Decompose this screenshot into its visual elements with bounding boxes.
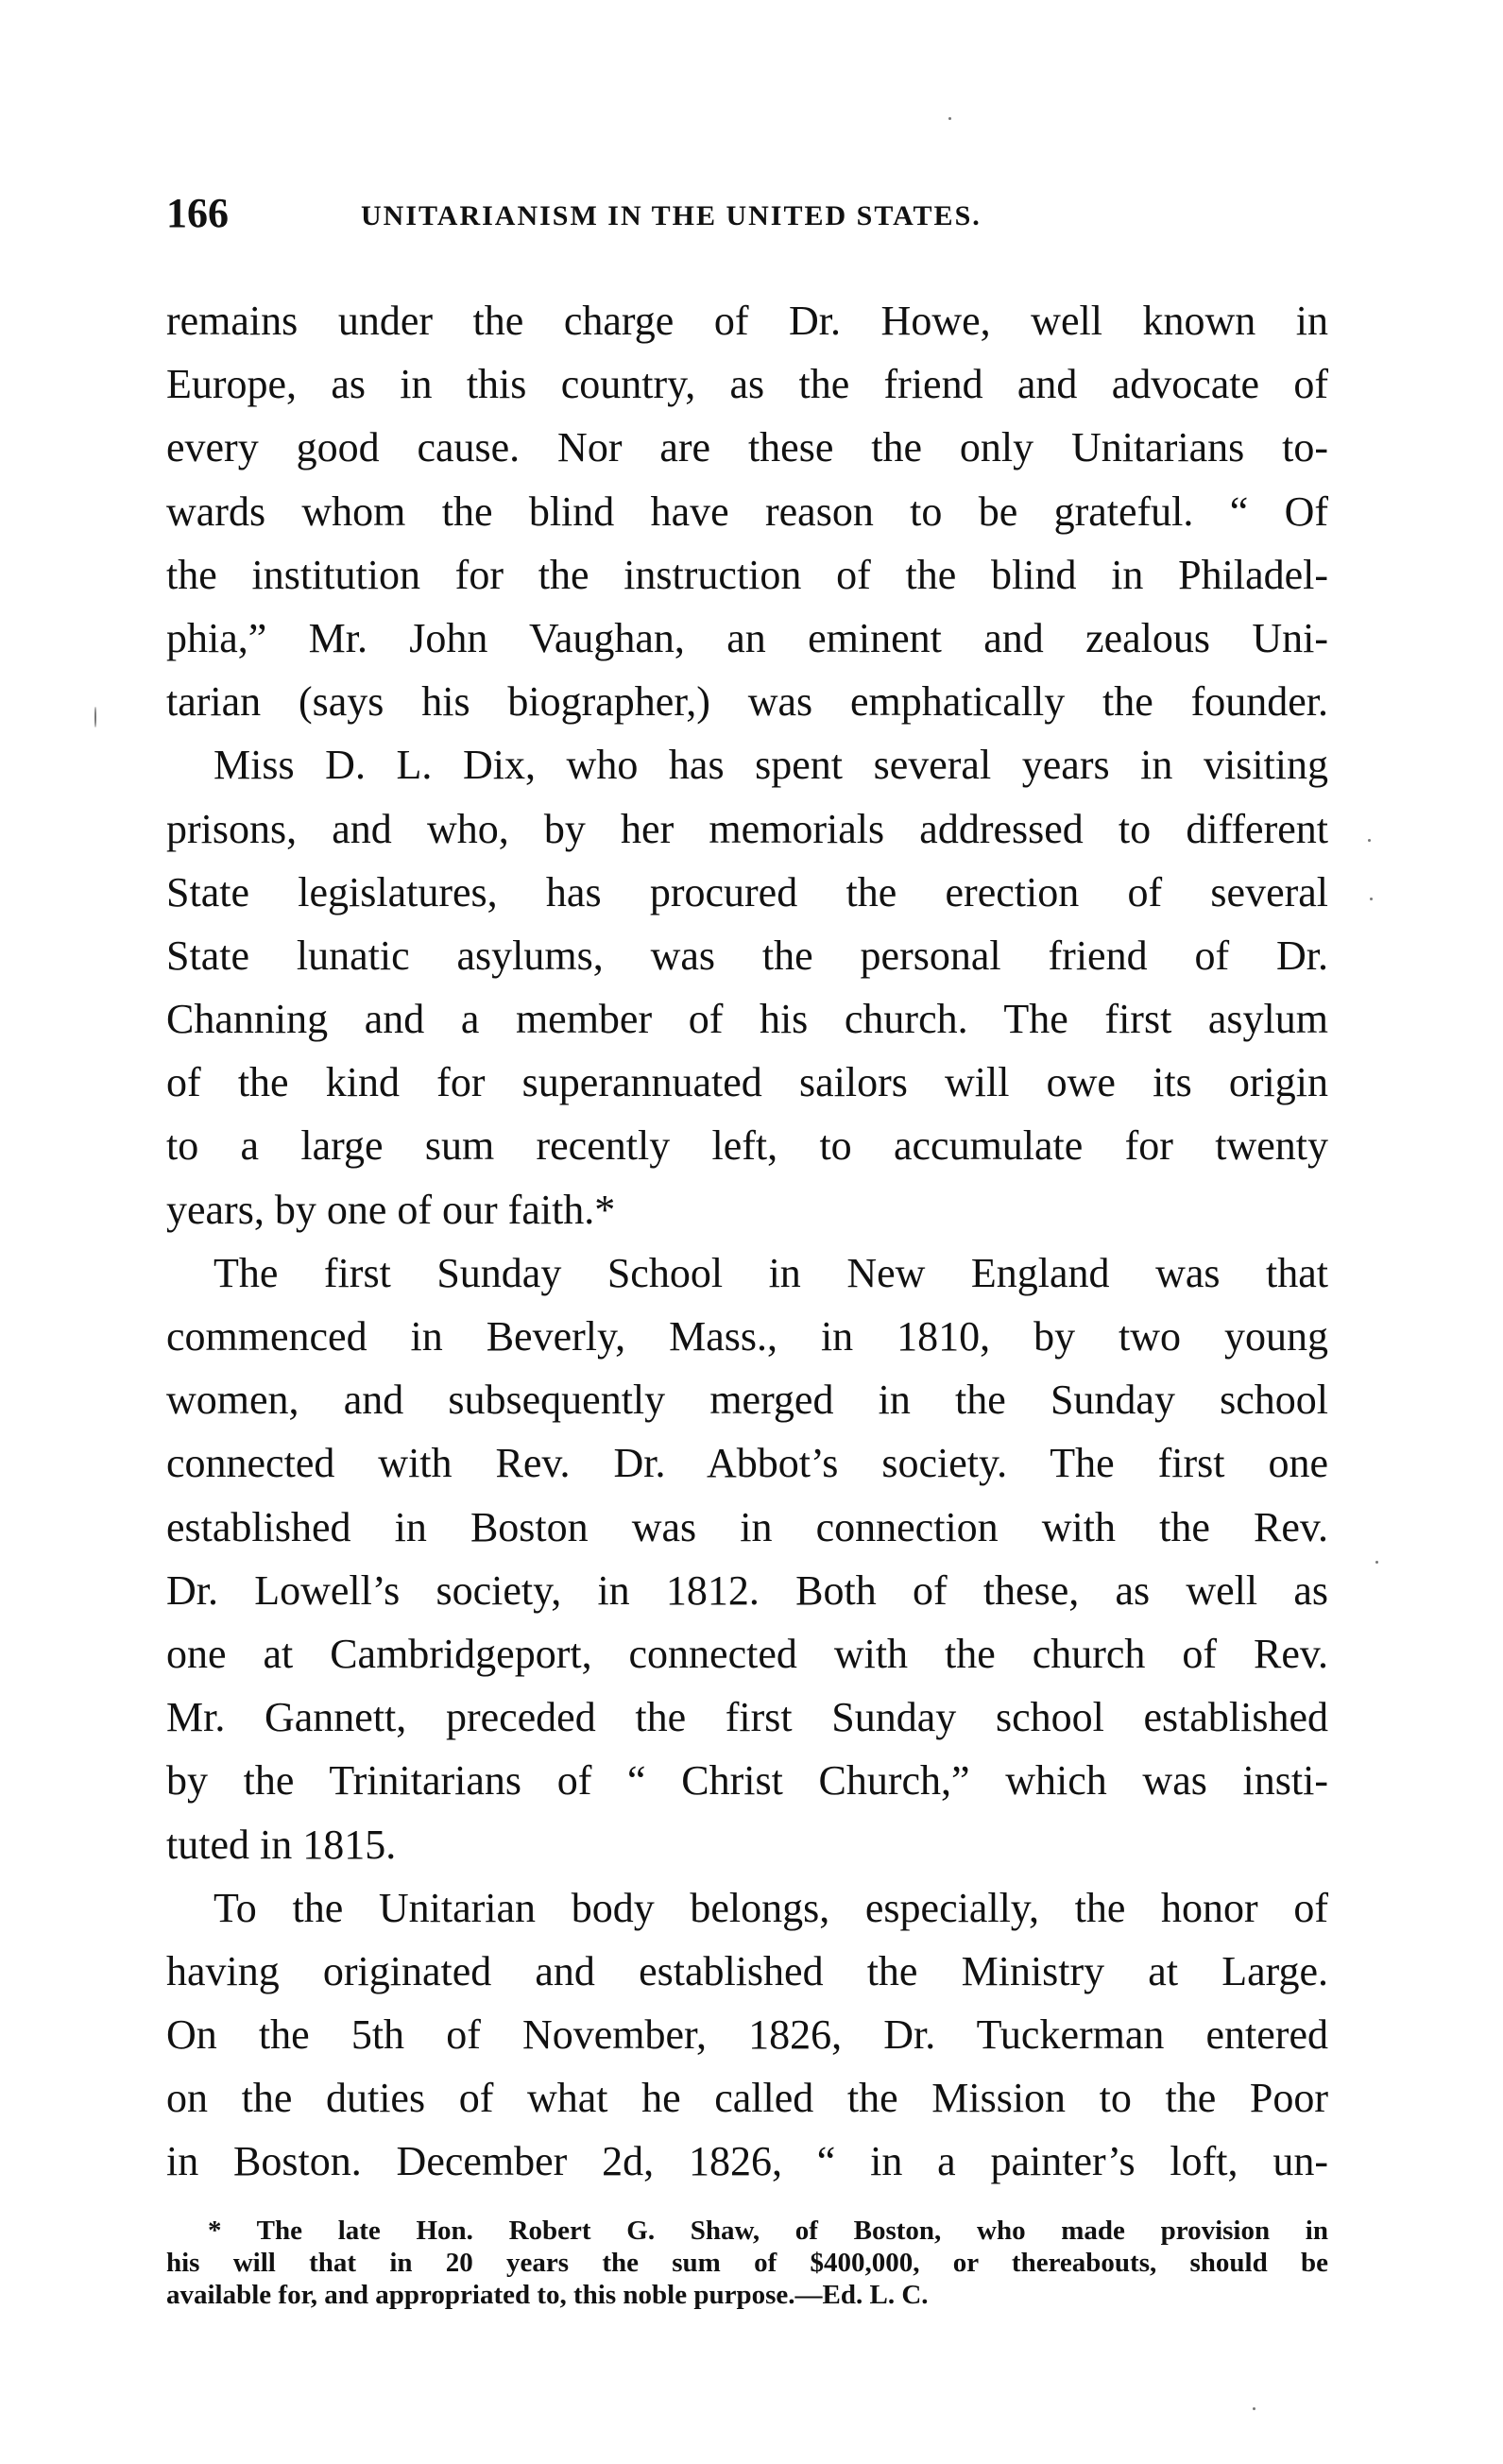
scan-speck	[948, 117, 951, 120]
running-head	[166, 185, 1328, 242]
scan-speck	[1375, 1561, 1378, 1564]
paragraph-3	[166, 1241, 1328, 1876]
page-number: 166	[166, 190, 229, 236]
text-line: phia,” Mr. John Vaughan, an eminent and zealous Uni-	[166, 614, 1328, 661]
text-line: one at Cambridgeport, connected with the church of Rev.	[166, 1630, 1328, 1677]
text-line: Dr. Lowell’s society, in 1812. Both of these, as well as	[166, 1566, 1328, 1614]
text-line: tuted in 1815.	[166, 1821, 397, 1868]
paragraph-2	[166, 733, 1328, 1241]
paragraph-4	[166, 1876, 1328, 2194]
text-line: Mr. Gannett, preceded the first Sunday school established	[166, 1694, 1328, 1741]
scan-speck	[1253, 2407, 1255, 2410]
running-title: UNITARIANISM IN THE UNITED STATES.	[361, 200, 982, 231]
footnote-line: his will that in 20 years the sum of $400,000, or thereabouts, should be	[166, 2248, 1328, 2278]
text-line: State legislatures, has procured the erection of several	[166, 868, 1328, 915]
text-line: having originated and established the Ministry at Large.	[166, 1947, 1328, 1994]
text-line: State lunatic asylums, was the personal friend of Dr.	[166, 932, 1328, 979]
text-line: commenced in Beverly, Mass., in 1810, by two young	[166, 1313, 1328, 1360]
paragraph-1	[166, 289, 1328, 733]
body-text	[166, 289, 1328, 2194]
scan-speck	[1370, 898, 1373, 900]
text-line: in Boston. December 2d, 1826, “ in a painter’s loft, un-	[166, 2138, 1328, 2185]
text-line: of the kind for superannuated sailors will owe its origin	[166, 1059, 1328, 1106]
text-line: On the 5th of November, 1826, Dr. Tuckerman entered	[166, 2011, 1328, 2059]
text-line: connected with Rev. Dr. Abbot’s society. The first one	[166, 1440, 1328, 1487]
text-line: Channing and a member of his church. The first asylum	[166, 996, 1328, 1043]
scan-speck	[1368, 839, 1371, 842]
text-line: prisons, and who, by her memorials addressed to different	[166, 805, 1328, 852]
text-line: wards whom the blind have reason to be grateful. “ Of	[166, 488, 1328, 535]
text-line: by the Trinitarians of “ Christ Church,” which was insti-	[166, 1757, 1328, 1805]
text-line: established in Boston was in connection with the Rev.	[166, 1503, 1328, 1550]
text-line: years, by one of our faith.*	[166, 1186, 616, 1233]
text-line: every good cause. Nor are these the only Unitarians to-	[166, 424, 1328, 471]
text-line: to a large sum recently left, to accumulate for twenty	[166, 1122, 1328, 1170]
footnote-line: available for, and appropriated to, this noble purpose.—Ed. L. C.	[166, 2280, 929, 2310]
text-line: To the Unitarian body belongs, especially, the honor of	[213, 1884, 1328, 1931]
text-line: tarian (says his biographer,) was emphatically the founder.	[166, 678, 1328, 726]
text-line: The first Sunday School in New England was that	[213, 1249, 1328, 1296]
footnote-line: * The late Hon. Robert G. Shaw, of Boston, who made provision in	[208, 2216, 1328, 2246]
text-line: women, and subsequently merged in the Sunday school	[166, 1377, 1328, 1424]
text-line: Miss D. L. Dix, who has spent several years in visiting	[213, 742, 1328, 789]
scan-speck	[94, 707, 96, 727]
text-line: the institution for the instruction of the blind in Philadel-	[166, 551, 1328, 598]
footnote	[166, 2215, 1328, 2311]
text-line: Europe, as in this country, as the friend and advocate of	[166, 361, 1328, 408]
text-line: on the duties of what he called the Mission to the Poor	[166, 2075, 1328, 2122]
text-line: remains under the charge of Dr. Howe, well known in	[166, 298, 1328, 344]
